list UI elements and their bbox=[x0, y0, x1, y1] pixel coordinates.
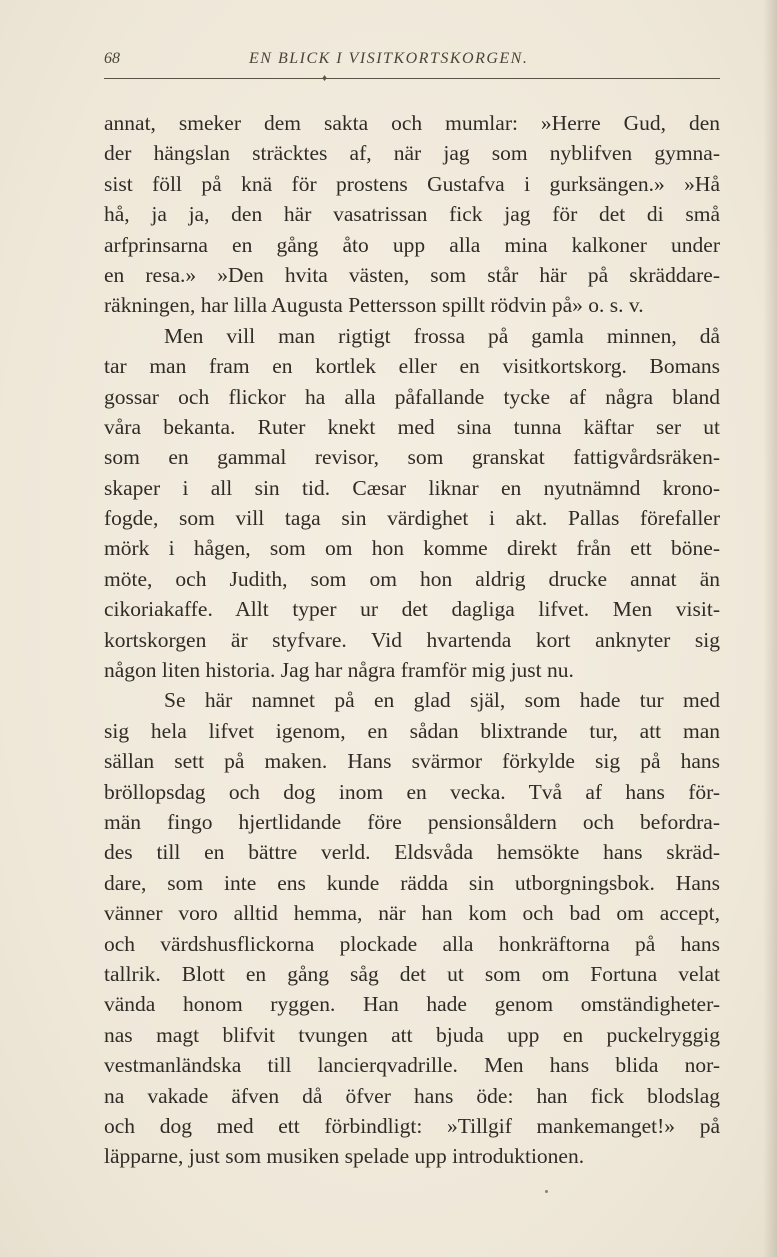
text-line: som en gammal revisor, som granskat fattigvårdsräken- bbox=[104, 445, 720, 470]
page-edge-shadow bbox=[763, 0, 777, 1257]
text-line: möte, och Judith, som om hon aldrig drucke annat än bbox=[104, 566, 720, 591]
text-line: och dog med ett förbindligt: »Tillgif mankemanget!» på bbox=[104, 1113, 720, 1138]
text-line: våra bekanta. Ruter knekt med sina tunna käftar ser ut bbox=[104, 414, 720, 439]
text-line: skaper i all sin tid. Cæsar liknar en nyutnämnd krono- bbox=[104, 475, 720, 500]
text-line: sig hela lifvet igenom, en sådan blixtrande tur, att man bbox=[104, 718, 720, 743]
text-line: sällan sett på maken. Hans svärmor förkylde sig på hans bbox=[104, 749, 720, 774]
text-line: män fingo hjertlidande före pensionsåldern och befordra- bbox=[104, 809, 720, 834]
text-line: hå, ja ja, den här vasatrissan fick jag för det di små bbox=[104, 202, 720, 227]
paragraph-start-line: Se här namnet på en glad själ, som hade tur med bbox=[164, 688, 720, 713]
text-line: vänner voro alltid hemma, när han kom och bad om accept, bbox=[104, 901, 720, 926]
text-line: des till en bättre verld. Eldsvåda hemsökte hans skräd- bbox=[104, 840, 720, 865]
text-line: arfprinsarna en gång åto upp alla mina kalkoner under bbox=[104, 232, 720, 257]
body-text bbox=[104, 108, 720, 1172]
text-line: dare, som inte ens kunde rädda sin utborgningsbok. Hans bbox=[104, 870, 720, 895]
text-line: tallrik. Blott en gång såg det ut som om Fortuna velat bbox=[104, 961, 720, 986]
page-number: 68 bbox=[104, 50, 120, 67]
text-line: cikoriakaffe. Allt typer ur det dagliga lifvet. Men visit- bbox=[104, 597, 720, 622]
text-line: och värdshusflickorna plockade alla honkräftorna på hans bbox=[104, 931, 720, 956]
text-line: fogde, som vill taga sin värdighet i akt. Pallas förefaller bbox=[104, 506, 720, 531]
running-title: EN BLICK I VISITKORTSKORGEN. bbox=[249, 50, 529, 67]
text-line: bröllopsdag och dog inom en vecka. Två af hans för- bbox=[104, 779, 720, 804]
text-line: mörk i hågen, som om hon komme direkt från ett böne- bbox=[104, 536, 720, 561]
text-line: en resa.» »Den hvita västen, som står här på skräddare- bbox=[104, 262, 720, 287]
text-line: vestmanländska till lancierqvadrille. Men hans blida nor- bbox=[104, 1053, 720, 1078]
header-rule bbox=[104, 78, 720, 79]
text-line: någon liten historia. Jag har några framför mig just nu. bbox=[104, 658, 574, 683]
paper-speck bbox=[545, 1190, 548, 1193]
text-line: nas magt blifvit tvungen att bjuda upp en puckelryggig bbox=[104, 1022, 720, 1047]
text-line: der hängslan sträcktes af, när jag som nyblifven gymna- bbox=[104, 141, 720, 166]
text-line: na vakade äfven då öfver hans öde: han fick blodslag bbox=[104, 1083, 720, 1108]
text-line: kortskorgen är styfvare. Vid hvartenda kort anknyter sig bbox=[104, 627, 720, 652]
text-line: räkningen, har lilla Augusta Pettersson spillt rödvin på» o. s. v. bbox=[104, 293, 644, 318]
text-line: tar man fram en kortlek eller en visitkortskorg. Bomans bbox=[104, 354, 720, 379]
text-line: sist föll på knä för prostens Gustafva i gurksängen.» »Hå bbox=[104, 171, 720, 196]
text-line: läpparne, just som musiken spelade upp introduktionen. bbox=[104, 1144, 585, 1169]
text-line: vända honom ryggen. Han hade genom omständigheter- bbox=[104, 992, 720, 1017]
page-header bbox=[104, 50, 720, 72]
text-line: annat, smeker dem sakta och mumlar: »Herre Gud, den bbox=[104, 111, 720, 135]
rule-ornament-icon: ♦ bbox=[322, 73, 328, 84]
paragraph-start-line: Men vill man rigtigt frossa på gamla minnen, då bbox=[164, 323, 720, 348]
text-line: gossar och flickor ha alla påfallande tycke af några bland bbox=[104, 384, 720, 409]
